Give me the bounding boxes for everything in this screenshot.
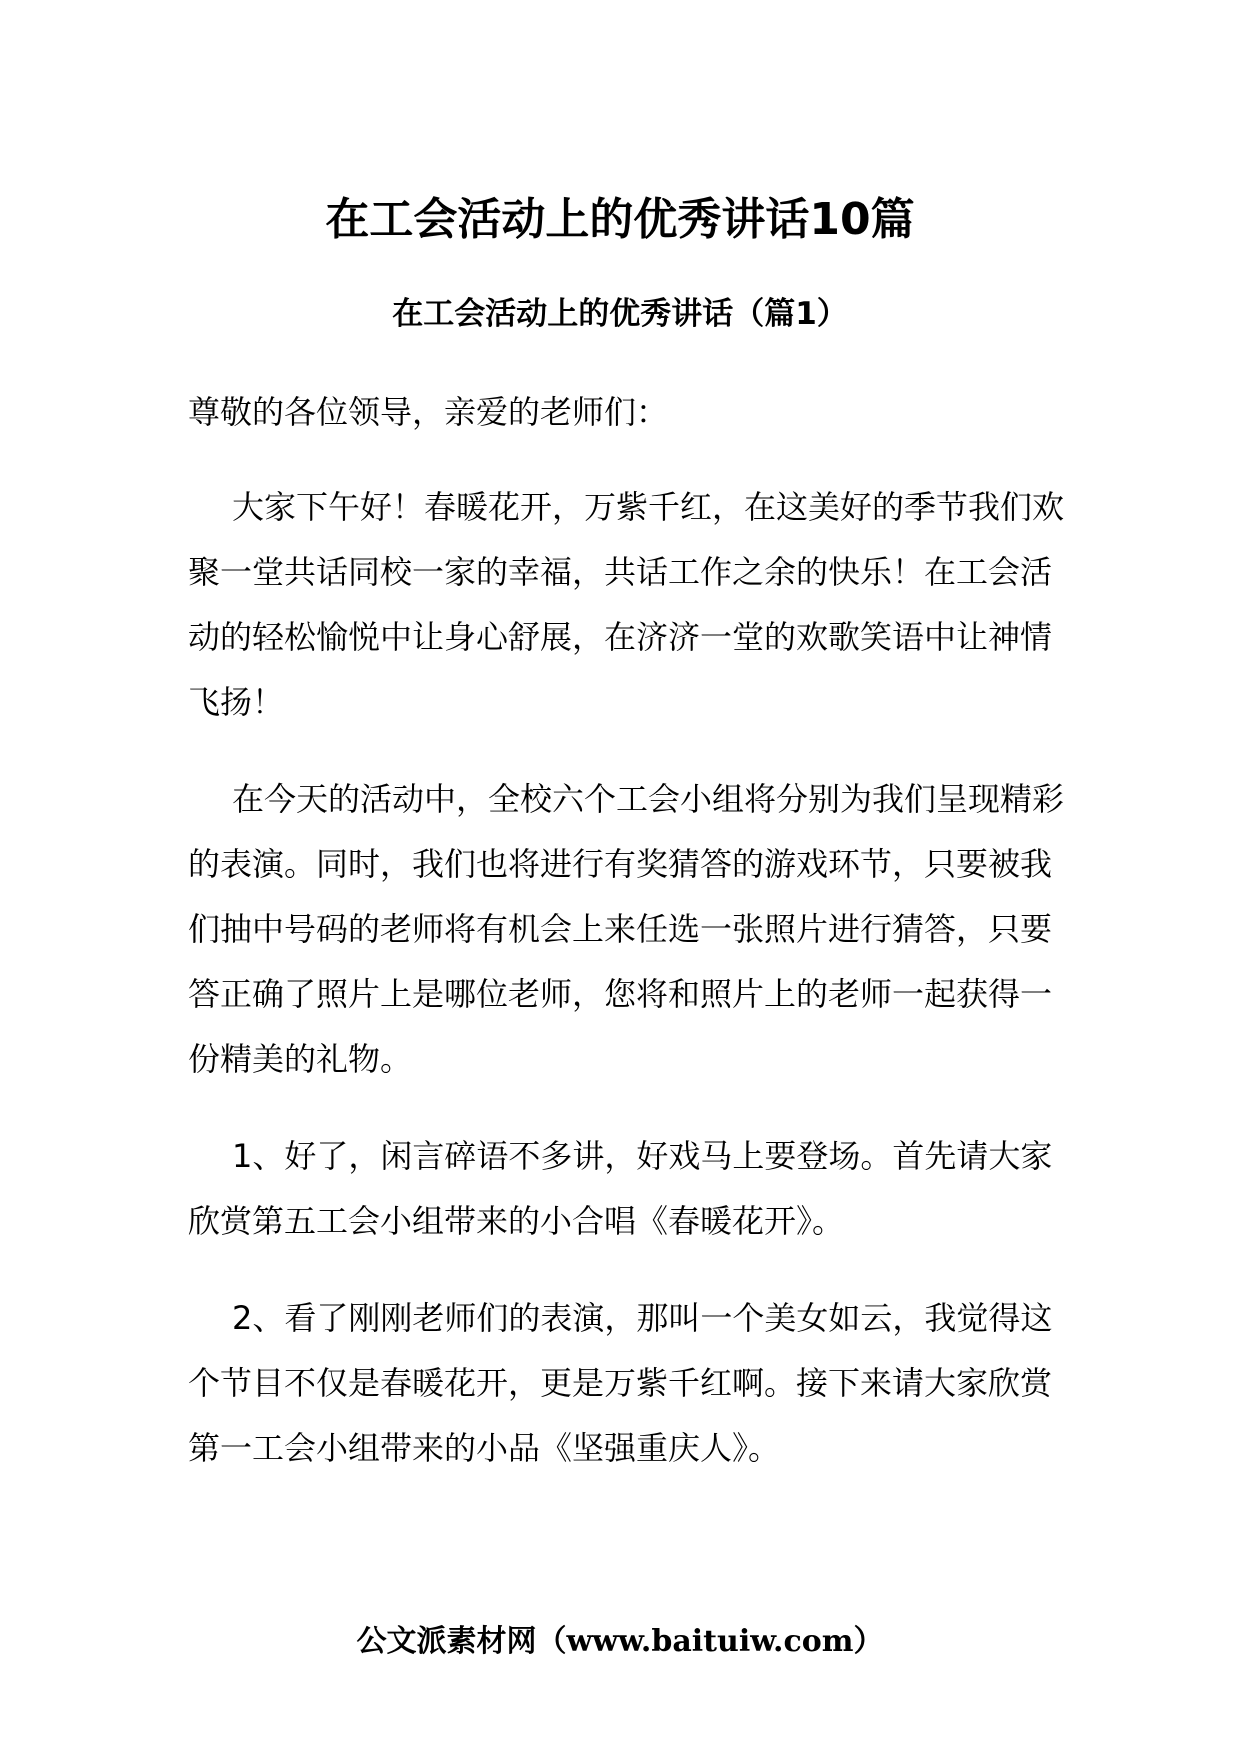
paragraph-1: 大家下午好！春暖花开，万紫千红，在这美好的季节我们欢聚一堂共话同校一家的幸福，共话工作之余的快乐！在工会活动的轻松愉悦中让身心舒展，在济济一堂的欢歌笑语中让神情飞扬！ xyxy=(188,488,1065,721)
paragraph-4: 2、看了刚刚老师们的表演，那叫一个美女如云，我觉得这个节目不仅是春暖花开，更是万紫千红啊。接下来请大家欣赏第一工会小组带来的小品《坚强重庆人》。 xyxy=(188,1299,1053,1467)
paragraph-2: 在今天的活动中，全校六个工会小组将分别为我们呈现精彩的表演。同时，我们也将进行有奖猜答的游戏环节，只要被我们抽中号码的老师将有机会上来任选一张照片进行猜答，只要答正确了照片上是哪位老师，您将和照片上的老师一起获得一份精美的礼物。 xyxy=(188,780,1065,1078)
document-subtitle: 在工会活动上的优秀讲话（篇1） xyxy=(392,296,848,332)
paragraph-3: 1、好了，闲言碎语不多讲，好戏马上要登场。首先请大家欣赏第五工会小组带来的小合唱《春暖花开》。 xyxy=(188,1137,1053,1240)
document-title: 在工会活动上的优秀讲话10篇 xyxy=(325,194,915,245)
document-body xyxy=(188,380,1068,1513)
footer-source: 公文派素材网（www.baituiw.com） xyxy=(356,1624,884,1659)
salutation: 尊敬的各位领导，亲爱的老师们： xyxy=(188,393,669,431)
